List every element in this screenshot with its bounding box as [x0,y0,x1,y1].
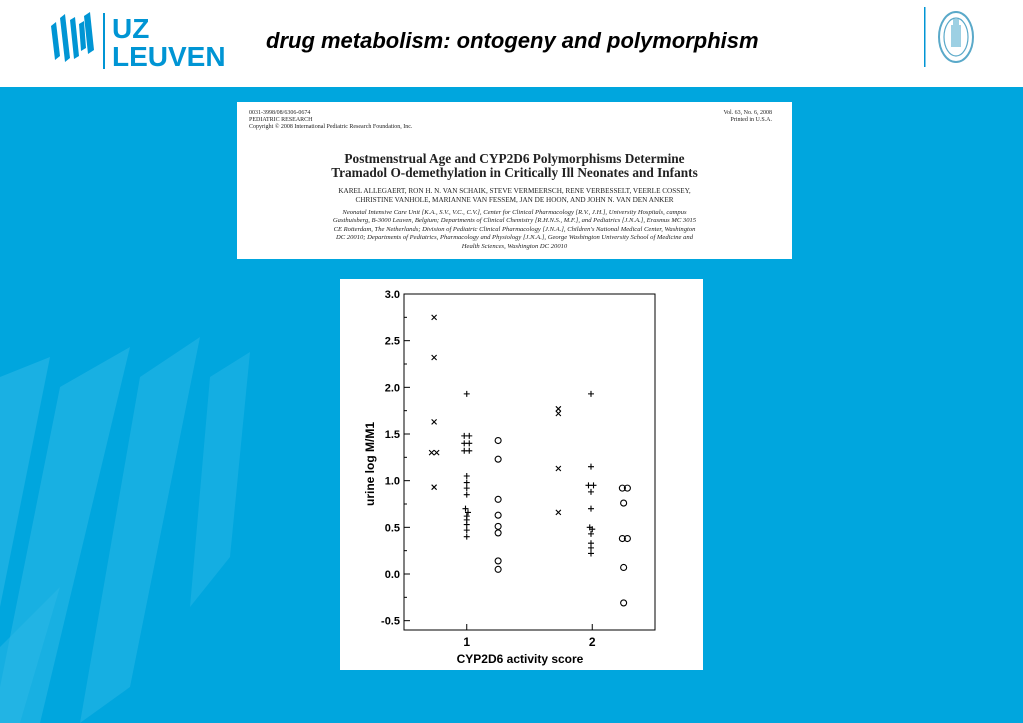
paper-authors: KAREL ALLEGAERT, RON H. N. VAN SCHAIK, STEVE VERMEERSCH, RENE VERBESSELT, VEERLE COSSEY, CHRISTINE VANHOLE, MARIANNE VAN FESSEM, JAN DE HOON, AND JOHN N. VAN DEN ANKER [338,187,691,204]
data-point-circle [621,500,627,506]
data-point-x [429,450,434,455]
ku-leuven-seal-icon [920,5,980,69]
data-point-circle [495,530,501,536]
data-point-x [556,411,561,416]
data-point-circle [495,523,501,529]
y-tick-label: -0.5 [381,615,400,628]
uz-leuven-logo [48,8,248,72]
data-point-plus [588,545,594,551]
y-axis [381,289,410,628]
data-point-circle [495,456,501,462]
uz-leuven-logo-icon [51,12,94,62]
paper-title: Postmenstrual Age and CYP2D6 Polymorphisms Determine Tramadol O-demethylation in Critically Ill Neonates and Infants [331,151,698,180]
y-tick-label: 2.0 [384,382,400,395]
data-point-plus [466,433,472,439]
logo-line2: LEUVEN [112,41,226,72]
data-point-plus [591,482,597,488]
logo-line1: UZ [112,13,150,44]
data-point-x [432,355,437,360]
data-point-plus [464,485,470,491]
y-axis-label: urine log M/M1 [363,422,377,506]
data-point-plus [588,506,594,512]
x-axis [463,624,596,649]
data-point-plus [466,440,472,446]
data-point-circle [495,438,501,444]
y-tick-label: 3.0 [384,289,400,301]
data-point-plus [588,550,594,556]
y-tick-label: 1.5 [384,429,400,441]
data-point-plus [464,391,470,397]
data-point-circle [495,558,501,564]
data-point-circle [495,566,501,572]
volume-info: Vol. 63, No. 6, 2008 Printed in U.S.A. [723,110,772,123]
data-point-circle [621,564,627,570]
paper-affiliations: Neonatal Intensive Care Unit [K.A., S.V., V.C., C.V.], Center for Clinical Pharmacology [R.V., J.H.], University Hospitals, campus Gasthuisberg, B-3000 Leuven, Belgium; Departments of Clinical Chemistry [R.H.N.S., M.F.], and Pediatrics [J.N.A.], Erasmus MC 3015 CE Rotterdam, The Netherlands; Division of Pediatric Clinical Pharmacology [J.N.A.], Children's National Medical Center, Washington DC 20010; Departments of Pediatrics, Pharmacology and Physiology [J.N.A.], George Washington University School of Medicine and Health Sciences, Washington DC 20010 [332,209,697,250]
data-point-x [432,485,437,490]
chart-svg [340,279,703,670]
data-point-x [556,466,561,471]
y-tick-label: 0.0 [384,569,400,581]
data-point-x [556,406,561,411]
journal-info: 0031-3998/08/6306-0674 PEDIATRIC RESEARCH Copyright © 2008 International Pediatric Research Foundation, Inc. [249,110,413,130]
page-title: drug metabolism: ontogeny and polymorphism [266,28,759,53]
data-point-plus [464,527,470,533]
data-point-circle [621,600,627,606]
data-point-plus [588,489,594,495]
data-point-plus [464,492,470,498]
data-point-x [432,315,437,320]
y-tick-label: 1.0 [384,475,400,488]
x-axis-label: CYP2D6 activity score [456,652,584,666]
paper-header-image [237,102,792,259]
data-point-plus [588,391,594,397]
header-bar [0,0,1023,87]
y-tick-label: 2.5 [384,335,400,348]
x-tick-label: 1 [463,635,471,649]
data-point-circle [495,512,501,518]
data-point-x [434,450,439,455]
data-point-plus [466,448,472,454]
data-point-circle [495,496,501,502]
y-tick-label: 0.5 [384,522,400,535]
data-point-plus [588,464,594,470]
logo-divider [103,13,105,69]
data-point-plus [464,522,470,528]
data-point-plus [464,480,470,486]
data-point-plus [588,531,594,537]
data-point-plus [464,534,470,540]
data-point-x [556,510,561,515]
plot-frame [404,294,655,630]
data-marks [429,315,630,606]
data-point-plus [464,473,470,479]
data-point-x [432,419,437,424]
x-tick-label: 2 [588,635,596,649]
scatter-chart [340,279,703,670]
